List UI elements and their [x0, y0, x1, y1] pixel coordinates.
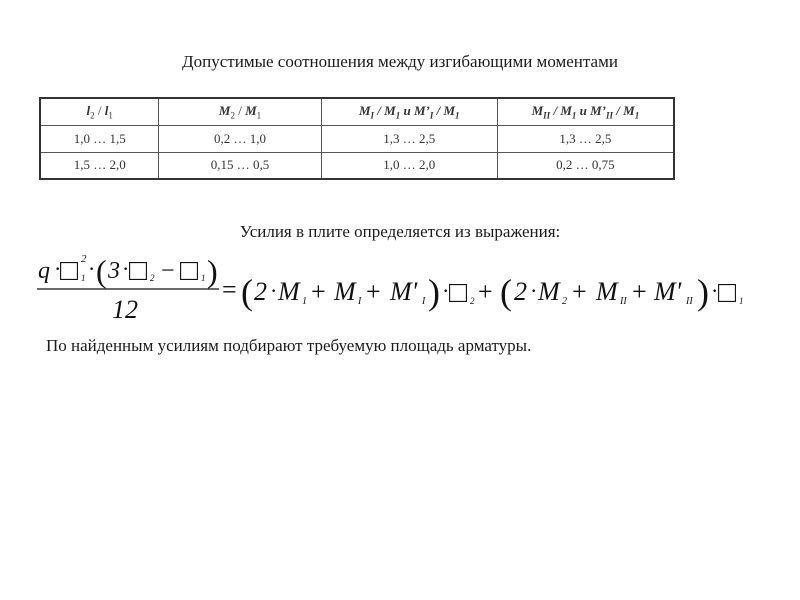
formula-intro: Усилия в плите определяется из выражения: — [239, 222, 561, 241]
table-cell: 0,2 … 1,0 — [159, 125, 321, 152]
formula-MprimeII: M' — [654, 277, 682, 306]
formula-box-l1: □ — [718, 276, 737, 309]
formula-sub-2: 2 — [562, 296, 567, 307]
formula-rparen: ) — [428, 272, 440, 312]
formula-sub-II: II — [620, 296, 627, 307]
formula-box-l2: □ — [449, 276, 468, 309]
formula-dot: · — [530, 278, 538, 303]
formula-lparen: ( — [96, 253, 107, 289]
formula-two: 2 — [254, 277, 267, 306]
formula-minus: − — [161, 258, 175, 284]
formula-dot: · — [442, 278, 450, 303]
formula-sup-2: 2 — [81, 253, 87, 265]
formula-MII: M — [596, 277, 618, 306]
formula-sub-1: 1 — [81, 273, 86, 283]
formula-sub-II: II — [686, 296, 693, 307]
formula-rparen: ) — [207, 253, 218, 289]
formula-dot: · — [711, 278, 719, 303]
formula-sub-2: 2 — [470, 296, 475, 306]
formula-dot: · — [270, 278, 278, 303]
table-cell: 1,3 … 2,5 — [321, 125, 497, 152]
formula-sub-I: I — [422, 296, 426, 307]
formula-dot: · — [54, 256, 62, 281]
formula-MprimeI: M' — [390, 277, 418, 306]
table-cell: 0,2 … 0,75 — [497, 152, 674, 179]
formula-sub-1: 1 — [302, 296, 307, 307]
force-formula — [0, 248, 800, 328]
formula-svg — [0, 248, 800, 328]
formula-sub-2: 2 — [150, 273, 155, 283]
header-mi-m1: $M_I / M_1$ и $M’_I / M_1$ — [321, 98, 497, 125]
table-cell: 1,5 … 2,0 — [40, 152, 159, 179]
table-cell: 0,15 … 0,5 — [159, 152, 321, 179]
formula-M1: M — [278, 277, 300, 306]
table-header-row — [40, 98, 674, 125]
formula-box-l1: □ — [60, 254, 79, 287]
footer-text: По найденным усилиям подбирают требуемую площадь арматуры. — [46, 336, 532, 355]
header-l2-l1: $l_2 / l_1$ — [40, 98, 159, 125]
table-row — [40, 125, 674, 152]
formula-lparen: ( — [241, 272, 253, 312]
header-mii-m1: $M_{II} / M_1$ и $M’_{II} / M_1$ — [497, 98, 674, 125]
formula-two: 2 — [514, 277, 527, 306]
formula-plus: + — [572, 277, 587, 306]
formula-lparen: ( — [500, 272, 512, 312]
moment-ratio-table — [39, 97, 675, 180]
formula-rparen: ) — [697, 272, 709, 312]
formula-M2: M — [538, 277, 560, 306]
formula-equals: = — [222, 275, 237, 304]
formula-MI: M — [334, 277, 356, 306]
formula-sub-I: I — [358, 296, 362, 307]
formula-sub-1: 1 — [201, 273, 206, 283]
formula-dot: · — [88, 256, 96, 281]
table-cell: 1,0 … 1,5 — [40, 125, 159, 152]
formula-q: q — [38, 258, 50, 284]
formula-box-l2: □ — [129, 254, 148, 287]
formula-three: 3 — [108, 258, 120, 284]
formula-dot: · — [122, 256, 130, 281]
table-cell: 1,3 … 2,5 — [497, 125, 674, 152]
table-cell: 1,0 … 2,0 — [321, 152, 497, 179]
page-heading: Допустимые соотношения между изгибающими моментами — [182, 52, 618, 71]
formula-box-l1b: □ — [180, 254, 199, 287]
formula-plus: + — [632, 277, 647, 306]
formula-plus: + — [366, 277, 381, 306]
formula-plus: + — [478, 277, 493, 306]
formula-plus: + — [311, 277, 326, 306]
header-m2-m1: $M_2 / M_1$ — [159, 98, 321, 125]
formula-denominator: 12 — [112, 295, 138, 324]
table-row — [40, 152, 674, 179]
formula-sub-1: 1 — [739, 296, 744, 306]
